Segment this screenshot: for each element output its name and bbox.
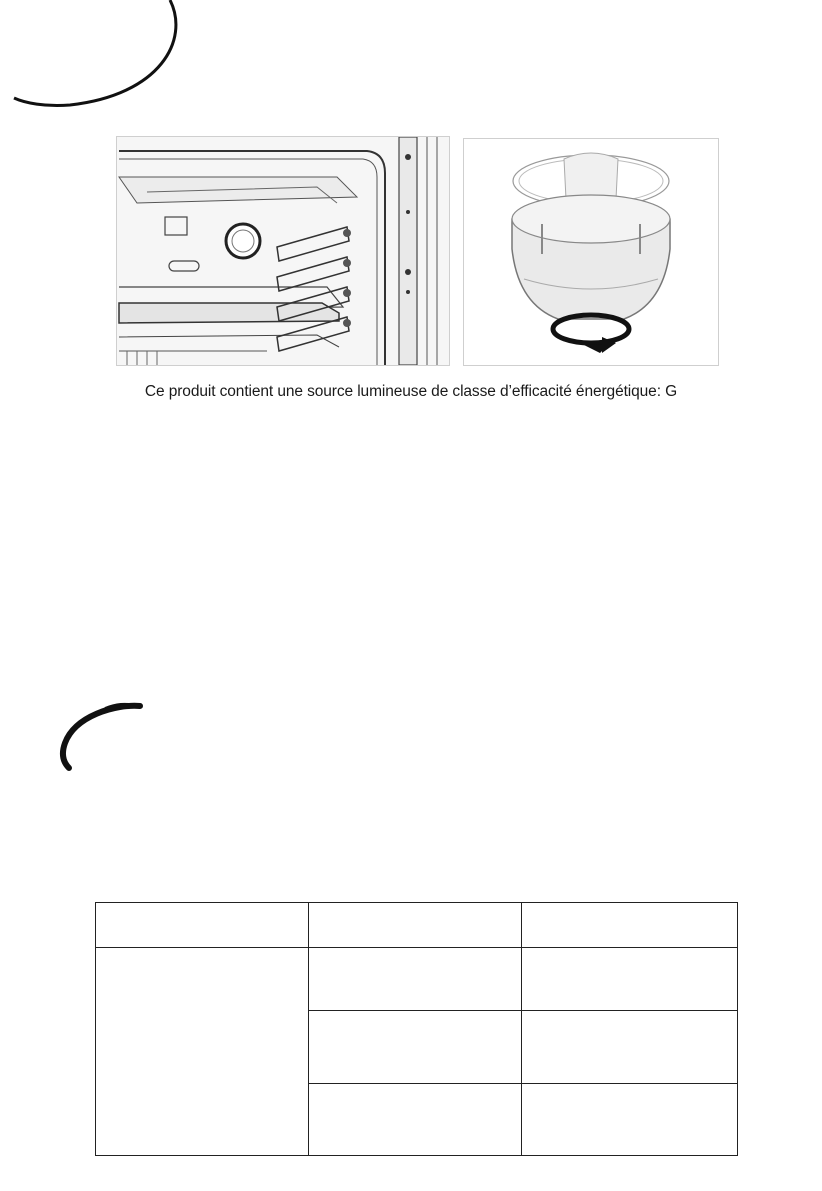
table-header-cell <box>522 903 738 948</box>
table-header-cell <box>309 903 522 948</box>
table-cell <box>522 1011 738 1084</box>
table-cell <box>309 948 522 1011</box>
table-cell <box>309 1011 522 1084</box>
lamp-cover-drawing <box>464 139 718 365</box>
table-cell <box>309 1084 522 1156</box>
energy-class-caption: Ce produit contient une source lumineuse de classe d’efficacité énergétique: G <box>144 383 678 400</box>
table-cell <box>522 1084 738 1156</box>
table-header-cell <box>96 903 309 948</box>
table-row <box>96 948 738 1011</box>
spec-table <box>95 902 738 1156</box>
section-arc-decoration <box>55 698 155 778</box>
oven-interior-image <box>116 136 450 366</box>
corner-arc-decoration <box>0 0 200 120</box>
table-header-row <box>96 903 738 948</box>
oven-interior-drawing <box>117 137 449 365</box>
lamp-cover-image <box>463 138 719 366</box>
table-cell <box>522 948 738 1011</box>
table-cell <box>96 948 309 1156</box>
